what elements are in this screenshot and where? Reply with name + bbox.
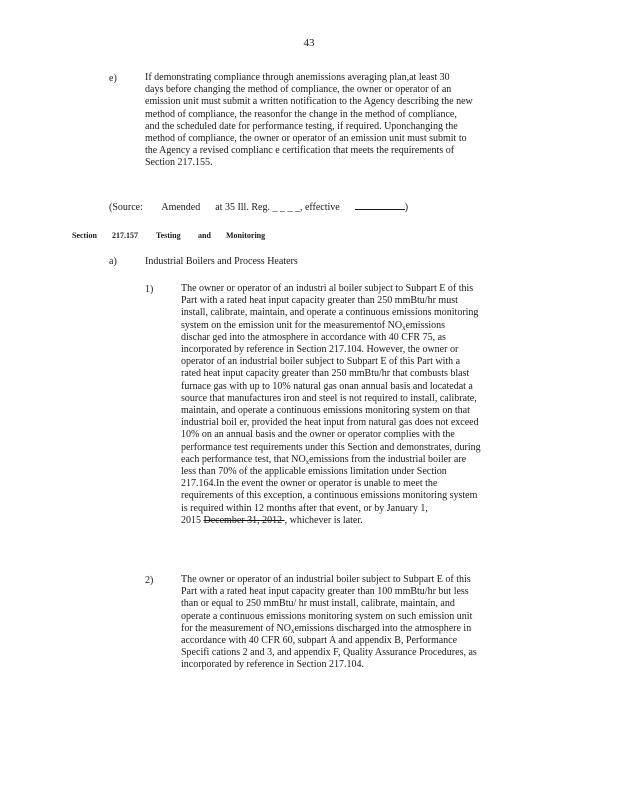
- item-1-line: incorporated by reference in Section 217.104. However, the owner or: [181, 344, 459, 356]
- section-heading: [72, 231, 265, 240]
- item-1-line: less than 70% of the applicable emissions limitation under Section: [181, 466, 447, 478]
- item-1-line: furnace gas with up to 10% natural gas onan annual basis and locatedat a: [181, 380, 473, 392]
- struck-date: December 31, 2012: [203, 514, 285, 526]
- para-e-text: [145, 72, 545, 170]
- item-1-line: requirements of this exception, a continuous emissions monitoring system: [181, 490, 478, 502]
- para-e-line: and the scheduled date for performance testing, if required. Uponchanging the: [145, 120, 458, 132]
- item-1-line: 217.164.In the event the owner or operator is unable to meet the: [181, 478, 438, 490]
- section-title-word: Testing: [156, 231, 181, 240]
- para-e-line: emission unit must submit a written notification to the Agency describing the new: [145, 96, 473, 108]
- subsection-a-label: a): [109, 256, 117, 267]
- item-2-text: [181, 574, 531, 672]
- register-blank: _ _ _ _: [272, 202, 300, 213]
- para-e-line: Section 217.155.: [145, 157, 213, 169]
- item-1-line: performance test requirements under this Section and demonstrates, during: [181, 441, 481, 453]
- item-1-line: system on the emission unit for the measurementof $NO_xemissions$: [181, 319, 446, 332]
- item-2-line: than or equal to 250 mmBtu/ hr must install, calibrate, maintain, and: [181, 598, 455, 610]
- item-1-line: industrial boil er, provided the heat input from natural gas does not exceed: [181, 417, 479, 429]
- para-e-line: method of compliance, the owner or operator of an emission unit must submit to: [145, 133, 467, 145]
- item-1-line: 10% on an annual basis and the owner or operator complies with the: [181, 429, 455, 441]
- section-title-word: and: [198, 231, 211, 240]
- section-title-word: Monitoring: [226, 231, 266, 240]
- item-1-line: each performance test, that $NO_xemissions$ from the industrial boiler are: [181, 453, 467, 466]
- source-register: at 35 Ill. Reg.: [215, 202, 270, 213]
- item-2-line: Specifi cations 2 and 3, and appendix F, Quality Assurance Procedures, as: [181, 647, 477, 659]
- item-2-line: operate a continuous emissions monitoring system on such emission unit: [181, 610, 473, 622]
- page-number: 43: [303, 37, 315, 49]
- effective-date-blank: [355, 200, 405, 210]
- item-1-line: The owner or operator of an industri al boiler subject to Subpart E of this: [181, 283, 474, 294]
- item-2-line: The owner or operator of an industrial boiler subject to Subpart E of this: [181, 574, 471, 585]
- para-e-line: the Agency a revised complianc e certification that meets the requirements of: [145, 145, 455, 157]
- section-label: Section: [72, 231, 97, 240]
- source-effective: , effective: [299, 202, 340, 213]
- source-amended: Amended: [161, 202, 201, 213]
- section-number: 217.157: [112, 231, 138, 240]
- item-1-text: [181, 283, 531, 527]
- item-1-line: rated heat input capacity greater than 250 mmBtu/hr that combusts blast: [181, 368, 470, 380]
- source-close: ): [404, 202, 409, 213]
- item-2-line: accordance with 40 CFR 60, subpart A and appendix B, Performance: [181, 635, 458, 647]
- source-open: (Source:: [109, 202, 143, 213]
- item-1-line: maintain, and operate a continuous emissions monitoring system on that: [181, 405, 470, 417]
- item-1-label: 1): [145, 284, 154, 295]
- para-e-line: method of compliance, the reasonfor the change in the method of compliance,: [145, 108, 457, 120]
- para-e-line: If demonstrating compliance through anemissions averaging plan,at least 30: [145, 72, 450, 83]
- item-1-last-line: 2015 December 31, 2012 , whichever is later.: [181, 514, 363, 526]
- item-1-line: dischar ged into the atmosphere in accordance with 40 CFR 75, as: [181, 331, 446, 343]
- item-1-line: operator of an industrial boiler subject to Subpart E of this Part with a: [181, 356, 461, 368]
- item-1-line: source that manufactures iron and steel is not required to install, calibrate,: [181, 392, 477, 404]
- item-2-line: Part with a rated heat input capacity greater than 100 mmBtu/hr but less: [181, 586, 469, 598]
- para-e-line: days before changing the method of compliance, the owner or operator of an: [145, 84, 452, 96]
- item-2-line: for the measurement of $NO_xemissions$ discharged into the atmosphere in: [181, 622, 472, 635]
- subsection-a-title: Industrial Boilers and Process Heaters: [145, 256, 298, 267]
- item-1-line: install, calibrate, maintain, and operate a continuous emissions monitoring: [181, 307, 479, 319]
- para-e-label: e): [109, 73, 117, 84]
- source-note: [109, 200, 408, 214]
- item-2-label: 2): [145, 575, 154, 586]
- item-1-line: Part with a rated heat input capacity greater than 250 mmBtu/hr must: [181, 295, 458, 307]
- item-1-line: is required within 12 months after that event, or by January 1,: [181, 502, 428, 514]
- item-2-line: incorporated by reference in Section 217.104.: [181, 659, 364, 671]
